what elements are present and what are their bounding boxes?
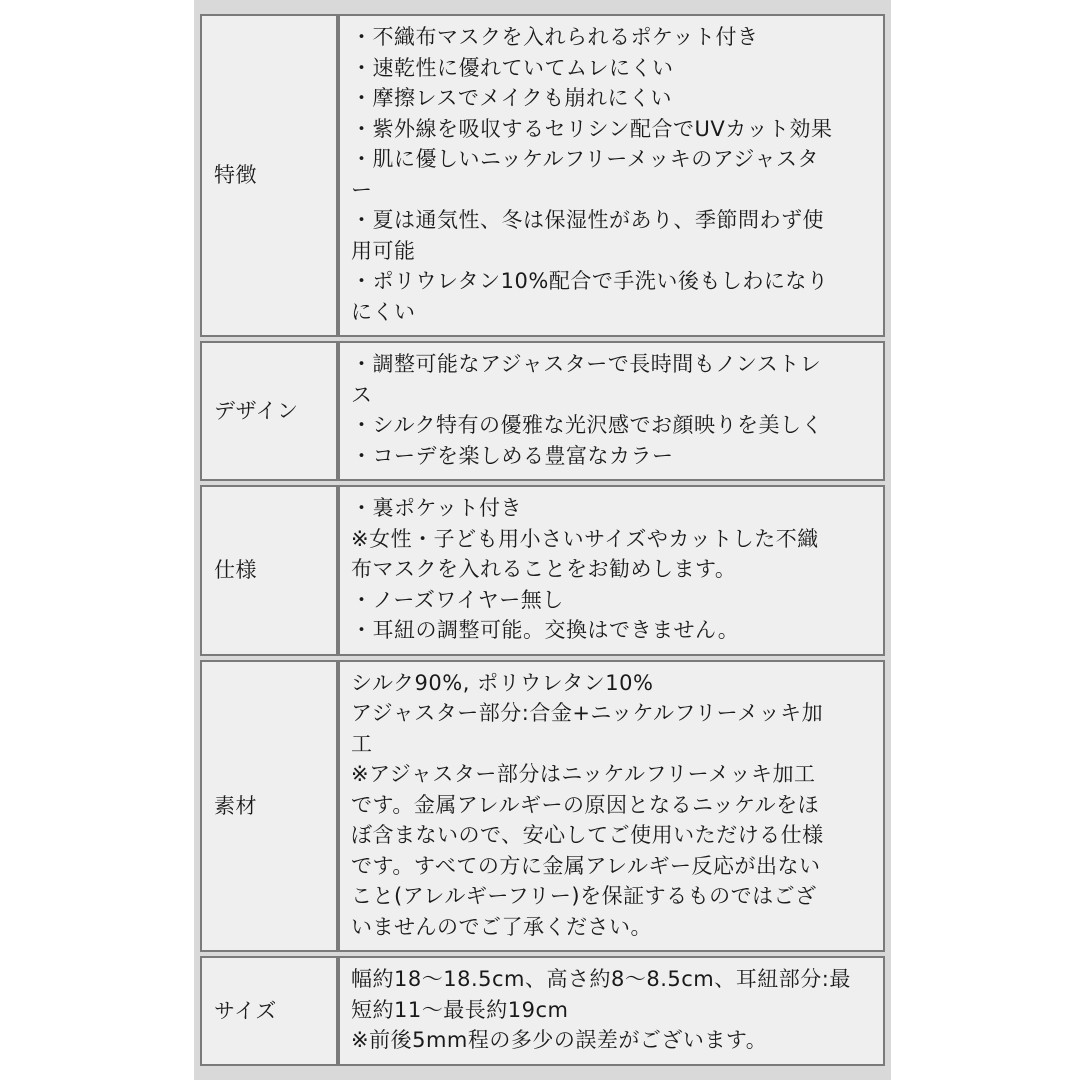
content-line: 幅約18〜18.5cm、高さ約8〜8.5cm、耳紐部分:最 xyxy=(351,967,851,991)
row-label: デザイン xyxy=(200,341,338,481)
row-label: 仕様 xyxy=(200,485,338,656)
content-line: ・調整可能なアジャスターで長時間もノンストレ xyxy=(351,352,822,376)
table-row xyxy=(200,485,885,656)
content-line: ・裏ポケット付き xyxy=(351,496,522,520)
table-row xyxy=(200,341,885,481)
row-content xyxy=(338,14,885,337)
content-line: ぼ含まないので、安心してご使用いただける仕様 xyxy=(351,823,824,847)
content-line: いませんのでご了承ください。 xyxy=(351,914,652,939)
content-line: ・夏は通気性、冬は保湿性があり、季節問わず使 xyxy=(351,208,824,232)
content-line: ・シルク特有の優雅な光沢感でお顔映りを美しく xyxy=(351,413,824,437)
content-line: ・不織布マスクを入れられるポケット付き xyxy=(351,25,759,49)
table-row xyxy=(200,660,885,953)
content-line: ・速乾性に優れていてムレにくい xyxy=(351,55,674,80)
content-line: ス xyxy=(351,382,373,407)
row-content xyxy=(338,485,885,656)
content-line: 短約11〜最長約19cm xyxy=(351,997,569,1022)
row-content xyxy=(338,341,885,481)
content-line: にくい xyxy=(351,299,416,324)
table-row xyxy=(200,956,885,1066)
content-line: ・紫外線を吸収するセリシン配合でUVカット効果 xyxy=(351,116,833,141)
spec-table-body xyxy=(200,14,885,1066)
content-line: 用可能 xyxy=(351,238,416,263)
content-line: ※女性・子ども用小さいサイズやカットした不織 xyxy=(351,526,819,551)
content-line: ※アジャスター部分はニッケルフリーメッキ加工 xyxy=(351,762,816,786)
content-line: ・コーデを楽しめる豊富なカラー xyxy=(351,443,674,468)
content-line: ・ポリウレタン10%配合で手洗い後もしわになり xyxy=(351,269,829,293)
content-line: 工 xyxy=(351,731,373,756)
spec-table xyxy=(200,10,885,1070)
content-line: こと(アレルギーフリー)を保証するものではござ xyxy=(351,884,817,908)
row-label: 素材 xyxy=(200,660,338,953)
content-line: です。金属アレルギーの原因となるニッケルをほ xyxy=(351,792,820,817)
content-line: ・ノーズワイヤー無し xyxy=(351,587,564,612)
content-line: ・耳紐の調整可能。交換はできません。 xyxy=(351,618,740,642)
content-line: シルク90%, ポリウレタン10% xyxy=(351,670,654,695)
row-content xyxy=(338,660,885,953)
content-line: ー xyxy=(351,177,373,202)
content-line: ・摩擦レスでメイクも崩れにくい xyxy=(351,86,673,110)
content-line: アジャスター部分:合金+ニッケルフリーメッキ加 xyxy=(351,701,824,725)
content-line: です。すべての方に金属アレルギー反応が出ない xyxy=(351,853,821,878)
content-line: ・肌に優しいニッケルフリーメッキのアジャスタ xyxy=(351,147,819,171)
row-label: 特徴 xyxy=(200,14,338,337)
row-label: サイズ xyxy=(200,956,338,1066)
content-line: 布マスクを入れることをお勧めします。 xyxy=(351,557,737,581)
content-line: ※前後5mm程の多少の誤差がございます。 xyxy=(351,1028,768,1052)
table-row xyxy=(200,14,885,337)
row-content xyxy=(338,956,885,1066)
